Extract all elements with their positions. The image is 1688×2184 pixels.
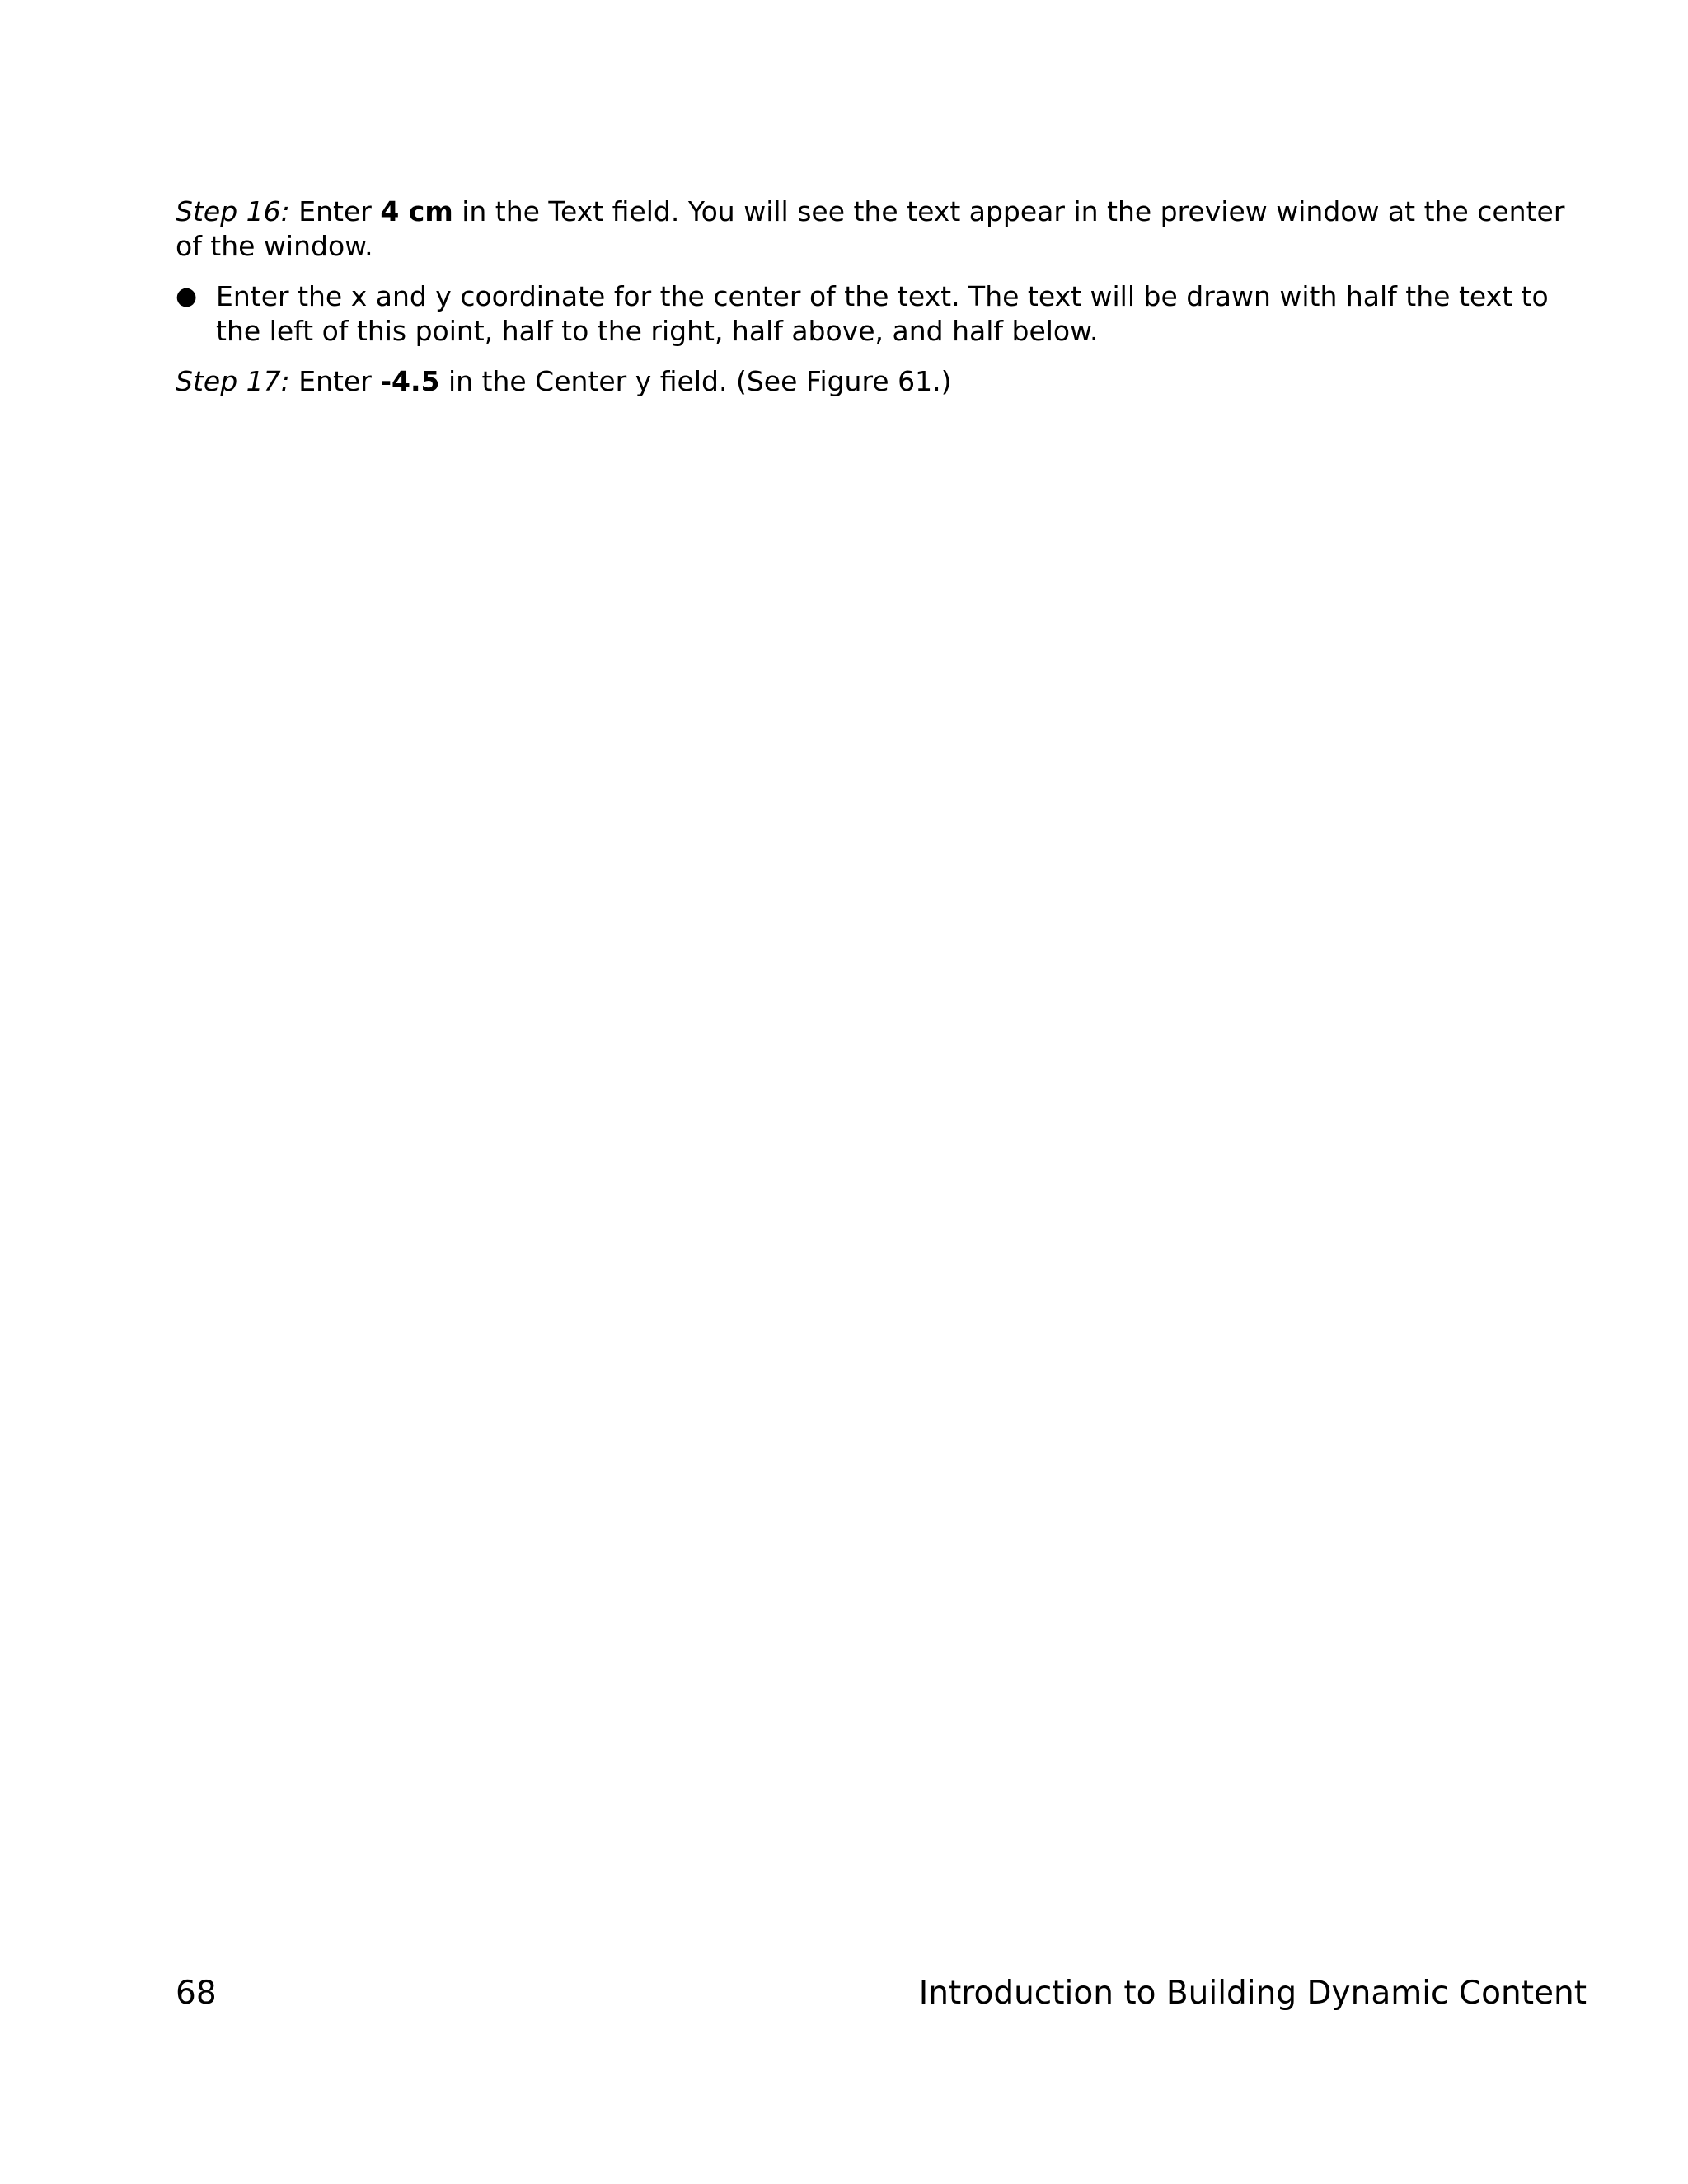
step-17-label: Step 17: — [176, 365, 290, 397]
step-16-paragraph — [176, 194, 1585, 264]
page-number: 68 — [176, 1975, 217, 2012]
step-16-value: 4 cm — [380, 195, 453, 227]
bullet-item — [176, 279, 1585, 349]
step-16-label: Step 16: — [176, 195, 290, 227]
step-17-paragraph — [176, 364, 1585, 399]
step-16-text-pre: Enter — [289, 195, 381, 227]
step-16-text-post: in the Text field. You will see the text appear in the preview window at the center of the window. — [176, 195, 1565, 262]
step-17-text-post: in the Center y field. (See Figure 61.) — [439, 365, 952, 397]
footer-title: Introduction to Building Dynamic Content — [918, 1975, 1587, 2012]
page-body — [176, 194, 1585, 399]
step-17-text-pre: Enter — [289, 365, 381, 397]
step-17-value: -4.5 — [380, 365, 440, 397]
bullet-icon: ● — [176, 282, 198, 311]
page-footer — [176, 1974, 1587, 2013]
bullet-text: Enter the x and y coordinate for the center of the text. The text will be drawn with half the text to the left of this point, half to the right, half above, and half below. — [216, 280, 1549, 347]
